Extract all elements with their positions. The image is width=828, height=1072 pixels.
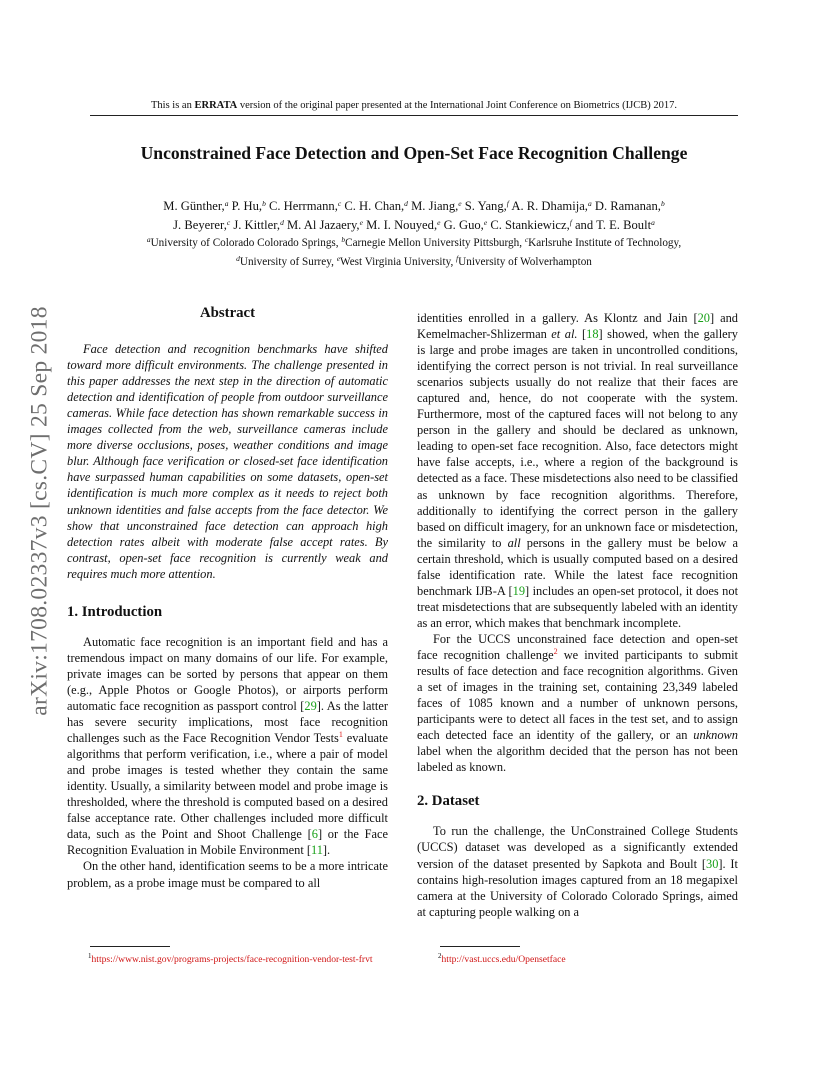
errata-bold: ERRATA — [194, 100, 238, 111]
author-name: S. Yang, — [461, 199, 507, 213]
author-name: J. Kittler, — [230, 217, 281, 232]
footnote-rule-left — [90, 946, 170, 947]
author-name: M. I. Nouyed, — [362, 217, 438, 232]
affiliation-mark: b — [660, 199, 665, 208]
errata-rule — [90, 115, 738, 116]
affiliation-mark: a — [587, 199, 592, 208]
affiliation-name: West Virginia University, — [340, 255, 457, 268]
affiliation-mark: f — [569, 217, 572, 227]
introduction-heading: 1. Introduction — [67, 603, 163, 620]
author-name: G. Guo, — [440, 217, 484, 232]
footnote-link-1[interactable]: 1 — [338, 730, 343, 740]
footnote-link-2[interactable]: 2 — [553, 646, 558, 656]
author-name: M. Jiang, — [407, 199, 459, 213]
dataset-heading: 2. Dataset — [417, 793, 480, 810]
right-paragraph-2: For the UCCS unconstrained face detection and open-set face recognition challenge$^2$ we invited participants to submit results of face detection and face recognition algorithms. Given a set of images in the training set, containing 23,349 labeled faces of 1085 known and a number of unknown persons, participants were to detect all faces in the test set, and to assign each detected face an identity of the gallery, or an unknown label when the algorithm decided that the person has not been labeled as known. — [417, 631, 738, 775]
arxiv-identifier: arXiv:1708.02337v3 [cs.CV] 25 Sep 2018 — [26, 306, 53, 716]
affiliation-mark: e — [336, 253, 341, 263]
author-name: M. Günther, — [163, 199, 225, 213]
citation-link[interactable]: 18 — [586, 327, 599, 342]
affiliation-name: Karlsruhe Institute of Technology, — [528, 237, 682, 249]
paper-title: Unconstrained Face Detection and Open-Set Face Recognition Challenge — [140, 143, 688, 163]
author-name: C. Herrmann, — [265, 199, 338, 213]
affiliation-mark: d — [236, 253, 240, 263]
citation-link[interactable]: 19 — [512, 583, 526, 598]
affiliation-name: University of Wolverhampton — [458, 255, 592, 268]
errata-post: version of the original paper presented at the International Joint Conference on Biometrics (IJCB) 2017. — [237, 100, 677, 111]
author-name: M. Al Jazaery, — [283, 217, 360, 232]
affiliation-mark: d — [280, 217, 284, 227]
footnote-2: $^2$http://vast.uccs.edu/Opensetface — [438, 952, 566, 965]
affiliation-mark: c — [524, 235, 529, 244]
affiliation-mark: a — [146, 235, 151, 244]
errata-note — [60, 99, 768, 112]
affiliation-name: Carnegie Mellon University Pittsburgh, — [345, 237, 525, 249]
author-name: and T. E. Boult — [571, 217, 652, 232]
affiliation-mark: e — [437, 217, 441, 227]
citation-link[interactable]: 6 — [311, 827, 318, 842]
affiliation-mark: e — [483, 217, 488, 227]
left-column — [67, 305, 388, 891]
author-name: C. H. Chan, — [341, 199, 405, 213]
right-column — [417, 310, 738, 920]
intro-paragraph-1: Automatic face recognition is an important field and has a tremendous impact on many domains of our life. For example, private images can be sorted by persons that appear on them (e.g., Apple Photos or Google Photos), or airports perform automatic face recognition as passport control [29]. As the latter has severe security implications, most face recognition challenges such as the Face Recognition Vendor Tests$^1$ evaluate algorithms that perform verification, i.e., where a pair of model and probe images is tested whether they contain the same identity. Usually, a similarity between model and probe image is thresholded, where the threshold is computed based on a desired false acceptance rate. Other challenges included more difficult data, such as the Point and Shoot Challenge [6] or the Face Recognition Evaluation in Mobile Environment [11]. — [67, 634, 388, 858]
author-name: P. Hu, — [228, 199, 263, 213]
affiliation-mark: c — [337, 199, 342, 208]
author-name: A. R. Dhamija, — [508, 199, 588, 213]
author-name: J. Beyerer, — [173, 217, 227, 232]
author-name: C. Stankiewicz, — [487, 217, 570, 232]
right-paragraph-1: identities enrolled in a gallery. As Klontz and Jain [20] and Kemelmacher-Shlizerman et al. [18] showed, when the gallery is large and probe images are taken in uncontrolled conditions, identifying the correct person is not trivial. In real surveillance scenarios subjects usually do not realize that their faces are captured and, hence, do not cooperate with the system. Furthermore, most of the captured faces will not belong to any person in the gallery and should be declared as unknown, leading to open-set face recognition. Also, face detectors might have false accepts, i.e., where a region of the background is detected as a face. These misdetections also need to be classified as unknown by face recognition algorithms. Therefore, additionally to identifying the correct person in the gallery based on difficult imagery, for an unknown face or misdetection, the similarity to all persons in the gallery must be below a certain threshold, which is usually computed based on a desired false identification rate. While the latest face recognition benchmark IJB-A [19] includes an open-set protocol, it does not treat misdetections that are subsequently labeled with an identity as an error, which makes that benchmark incomplete. — [417, 311, 739, 630]
affiliation-mark: c — [226, 217, 231, 227]
citation-link[interactable]: 11 — [310, 843, 323, 858]
affiliation-name: University of Surrey, — [239, 255, 337, 268]
footnote-1: $^1$https://www.nist.gov/programs-projects/face-recognition-vendor-test-frvt — [88, 952, 373, 965]
errata-pre: This is an — [151, 100, 195, 111]
affiliation-mark: e — [458, 199, 462, 208]
citation-link[interactable]: 30 — [706, 856, 719, 871]
footnote-rule-right — [440, 946, 520, 947]
dataset-paragraph-1: To run the challenge, the UnConstrained College Students (UCCS) dataset was developed as a significantly extended version of the dataset presented by Sapkota and Boult [30]. It contains high-resolution images captured from an 18 megapixel camera at the University of Colorado Colorado Springs, aimed at capturing people walking on a — [417, 824, 738, 919]
affiliation-mark: f — [456, 253, 459, 263]
author-block — [90, 197, 738, 271]
author-line-2 — [90, 216, 738, 235]
footnote-url-2[interactable]: http://vast.uccs.edu/Opensetface — [441, 954, 566, 965]
author-name: D. Ramanan, — [591, 199, 661, 213]
affiliation-line-1 — [90, 234, 738, 253]
intro-paragraph-2: On the other hand, identification seems to be a more intricate problem, as a probe image must be compared to all — [67, 859, 388, 890]
abstract-heading: Abstract — [199, 305, 256, 321]
affiliation-mark: a — [224, 199, 229, 208]
footnote-url-1[interactable]: https://www.nist.gov/programs-projects/face-recognition-vendor-test-frvt — [91, 954, 373, 965]
affiliation-mark: f — [506, 199, 509, 208]
affiliation-name: University of Colorado Colorado Springs, — [150, 237, 342, 249]
affiliation-mark: d — [404, 199, 408, 208]
author-line-1 — [90, 197, 738, 216]
affiliation-mark: b — [262, 199, 266, 208]
abstract-text: Face detection and recognition benchmarks have shifted toward more difficult environments. The challenge presented in this paper addresses the next step in the direction of automatic detection and identification of people from outdoor surveillance cameras. While face detection has shown remarkable success in images collected from the web, surveillance cameras include more diverse occlusions, poses, weather conditions and image blur. Although face verification or closed-set face identification have surpassed human capabilities on some datasets, open-set identification is much more complex as it needs to reject both unknown identities and false accepts from the face detector. We show that unconstrained face detection can approach high detection rates albeit with moderate false accept rates. By contrast, open-set face recognition is currently weak and requires much more attention. — [67, 342, 388, 581]
affiliation-line-2 — [90, 253, 738, 272]
affiliation-mark: e — [359, 217, 363, 227]
affiliation-mark: a — [651, 217, 655, 227]
citation-link[interactable]: 20 — [697, 311, 710, 325]
affiliation-mark: b — [341, 235, 346, 244]
citation-link[interactable]: 29 — [304, 698, 317, 713]
